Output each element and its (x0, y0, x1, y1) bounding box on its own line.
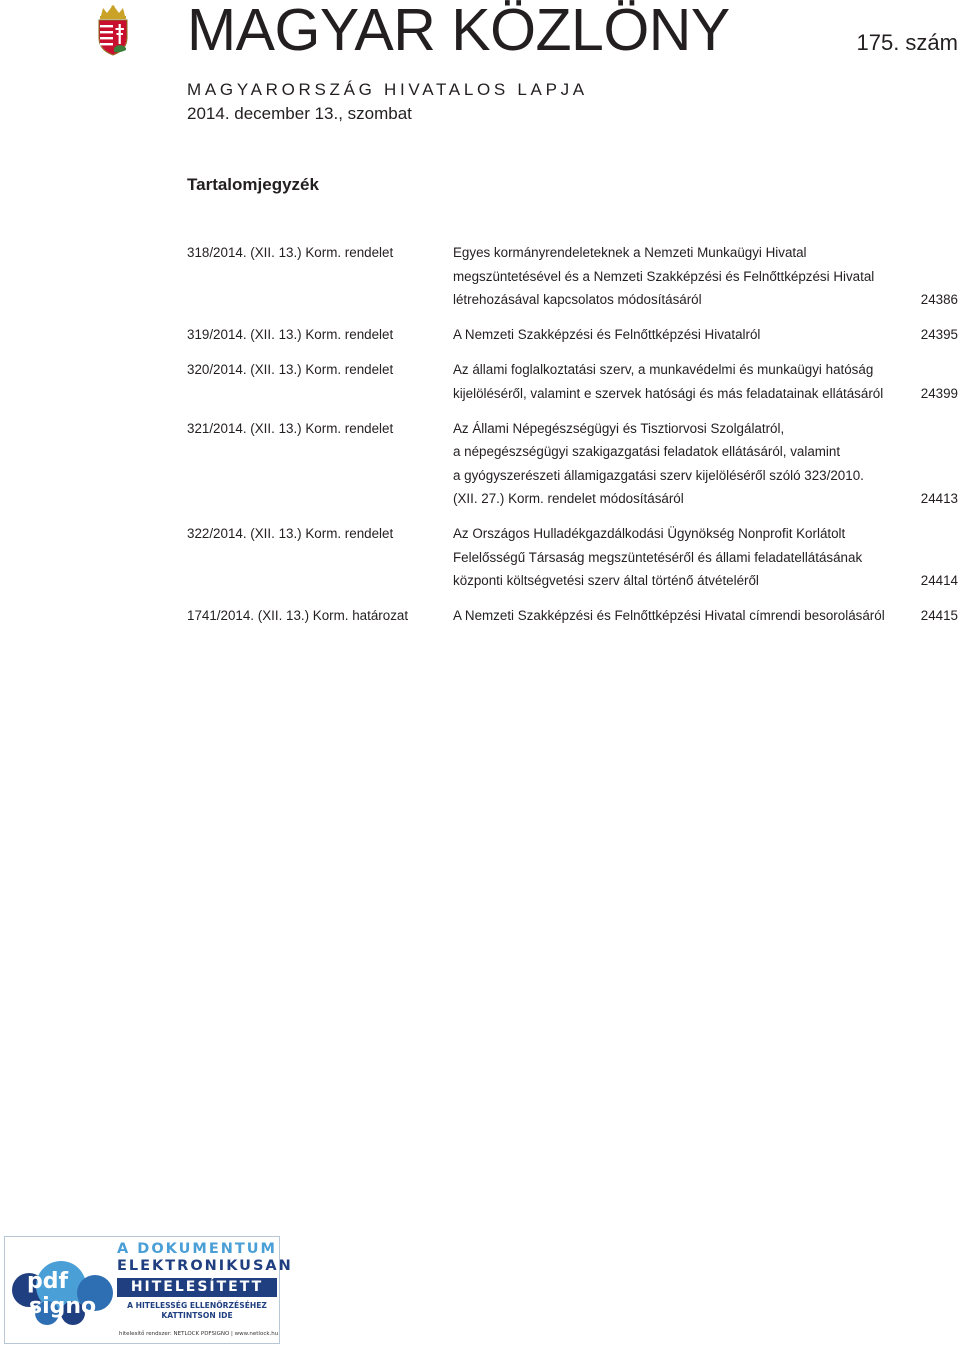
badge-verify-line-2[interactable]: KATTINTSON IDE (161, 1311, 233, 1320)
toc-entry-title (453, 522, 902, 593)
toc-entry-title-line: Az Országos Hulladékgazdálkodási Ügynökség Nonprofit Korlátolt (453, 526, 846, 541)
badge-verify-line-1: A HITELESSÉG ELLENŐRZÉSÉHEZ (127, 1301, 267, 1310)
toc-heading: Tartalomjegyzék (187, 175, 319, 194)
badge-footer: hitelesítő rendszer: NETLOCK PDFSIGNO | www.netlock.hu (119, 1331, 279, 1337)
toc-entry-title-line: Felelősségű Társaság megszüntetéséről és állami feladatellátásának (453, 549, 863, 565)
pdfsigno-logo-icon (9, 1253, 115, 1329)
toc-entry-page: 24415 (920, 608, 958, 623)
toc-entry-title-line: központi költségvetési szerv által történő átvételéről (453, 573, 759, 588)
toc-entry-page: 24386 (920, 292, 958, 307)
toc-entry (187, 323, 958, 347)
publication-subtitle: MAGYARORSZÁG HIVATALOS LAPJA (187, 80, 588, 99)
publication-title: MAGYAR KÖZLÖNY (187, 0, 730, 63)
toc-entry-reference: 318/2014. (XII. 13.) Korm. rendelet (187, 245, 394, 260)
toc-entry-reference: 322/2014. (XII. 13.) Korm. rendelet (187, 526, 394, 541)
toc-entry-title (453, 323, 902, 347)
issue-number: 175. szám (856, 30, 958, 55)
toc-entry-title-line: Egyes kormányrendeleteknek a Nemzeti Munkaügyi Hivatal (453, 245, 807, 260)
toc-entry-page: 24395 (920, 327, 958, 342)
toc-entry (187, 358, 958, 405)
badge-line-2: ELEKTRONIKUSAN (117, 1258, 293, 1274)
coat-of-arms-icon (96, 4, 130, 56)
toc-entry-page: 24399 (920, 385, 958, 401)
badge-line-1: A DOKUMENTUM (117, 1241, 277, 1257)
toc-entry-title (453, 604, 902, 628)
e-signature-verification-badge[interactable] (4, 1236, 293, 1344)
toc-entry-title-line: a népegészségügyi szakigazgatási feladatok ellátásáról, valamint (453, 444, 841, 459)
svg-text:signo: signo (29, 1294, 97, 1319)
toc-entry-title-line: megszüntetésével és a Nemzeti Szakképzési és Felnőttképzési Hivatal (453, 268, 875, 284)
toc-entry-title-line: (XII. 27.) Korm. rendelet módosításáról (453, 491, 684, 506)
toc-entry-title (453, 417, 902, 511)
toc-entry (187, 241, 958, 312)
toc-entry-page: 24414 (920, 573, 958, 588)
toc-entry (187, 417, 958, 511)
toc-entry-title-line: kijelöléséről, valamint e szervek hatósági és más feladatainak ellátásáról (453, 385, 884, 401)
toc-entry-title-line: A Nemzeti Szakképzési és Felnőttképzési Hivatal címrendi besorolásáról (453, 608, 885, 623)
toc-entry (187, 522, 958, 593)
toc-entry-page: 24413 (920, 491, 958, 506)
toc-entry-reference: 1741/2014. (XII. 13.) Korm. határozat (187, 608, 409, 623)
toc-entry-title (453, 358, 902, 405)
toc-entry-title-line: a gyógyszerészeti államigazgatási szerv kijelöléséről szóló 323/2010. (453, 467, 864, 483)
toc-entry-title (453, 241, 902, 312)
toc-entry-reference: 319/2014. (XII. 13.) Korm. rendelet (187, 327, 394, 342)
toc-entry (187, 604, 958, 628)
toc-entry-reference: 320/2014. (XII. 13.) Korm. rendelet (187, 362, 394, 377)
svg-text:pdf: pdf (27, 1269, 69, 1294)
toc-entry-title-line: létrehozásával kapcsolatos módosításáról (453, 292, 702, 307)
table-of-contents (187, 241, 958, 628)
toc-entry-title-line: Az Állami Népegészségügyi és Tisztiorvosi Szolgálatról, (453, 420, 785, 436)
toc-entry-reference: 321/2014. (XII. 13.) Korm. rendelet (187, 420, 394, 436)
toc-entry-title-line: A Nemzeti Szakképzési és Felnőttképzési Hivatalról (453, 327, 761, 342)
toc-entry-title-line: Az állami foglalkoztatási szerv, a munkavédelmi és munkaügyi hatóság (453, 362, 874, 377)
badge-line-3: HITELESÍTETT (117, 1278, 277, 1297)
issue-date: 2014. december 13., szombat (187, 104, 412, 123)
badge-verify-instruction (117, 1301, 277, 1321)
